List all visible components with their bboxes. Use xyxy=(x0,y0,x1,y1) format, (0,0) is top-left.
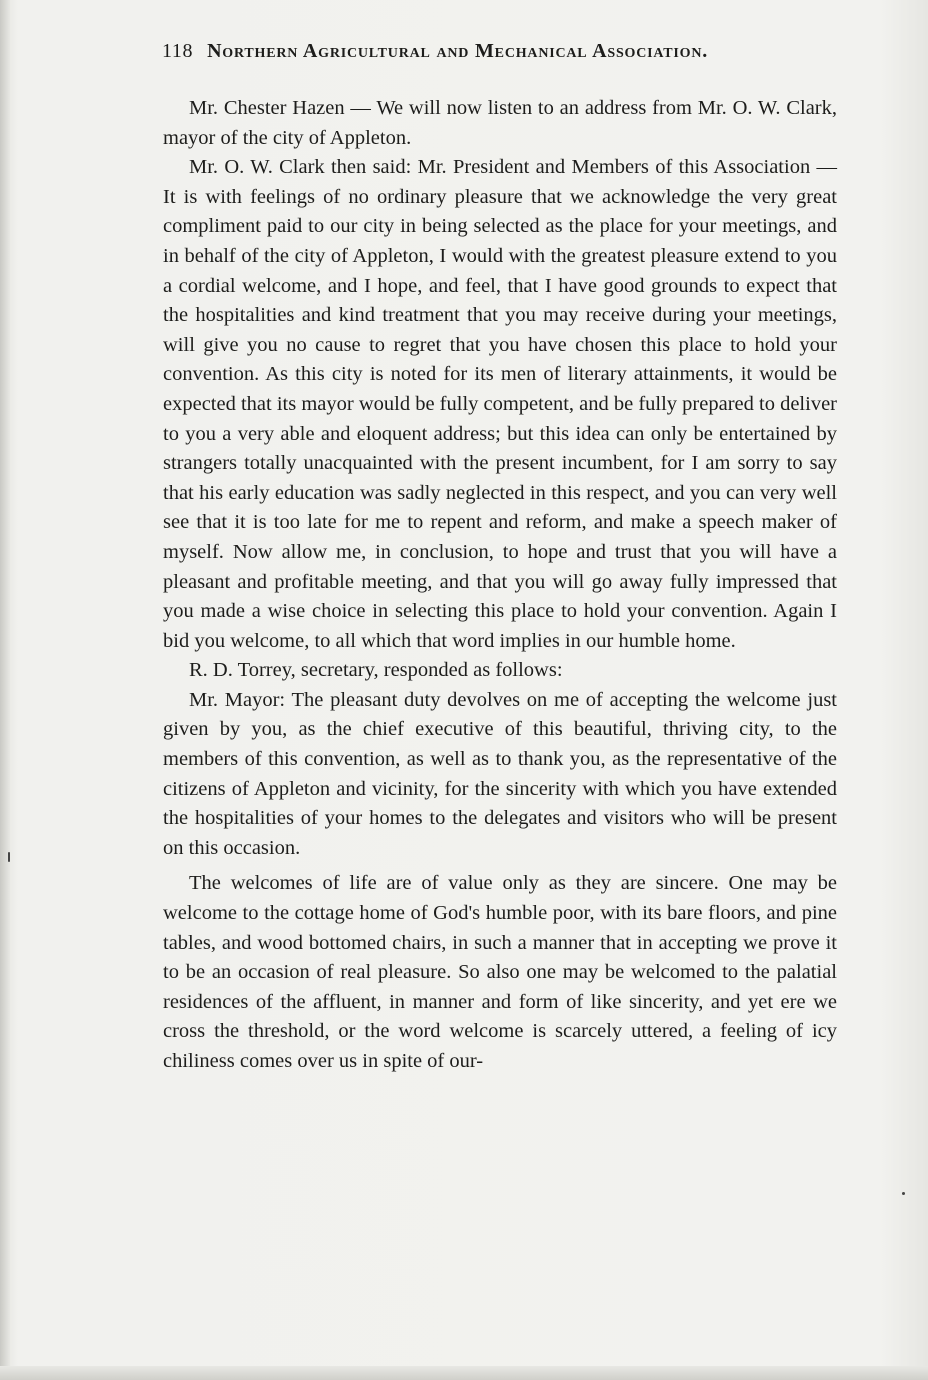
paragraph-clark-address: Mr. O. W. Clark then said: Mr. President and Members of this Association — It is with feelings of no ordinary pleasure that we acknowledge the very great compliment paid to our city in being selected as the place for your meetings, and in behalf of the city of Appleton, I would with the greatest pleasure extend to you a cordial welcome, and I hope, and feel, that I have good grounds to expect that the hospitalities and kind treatment that you may receive during your meetings, will give you no cause to regret that you have chosen this place to hold your convention. As this city is noted for its men of literary attainments, it would be expected that its mayor would be fully competent, and be fully prepared to deliver to you a very able and eloquent address; but this idea can only be entertained by strangers totally unacquainted with the present incumbent, for I am sorry to say that his early education was sadly neglected in this respect, and you can very well see that it is too late for me to repent and reform, and make a speech maker of myself. Now allow me, in conclusion, to hope and trust that you will have a pleasant and profitable meeting, and that you will go away fully impressed that you made a wise choice in selecting this place to hold your convention. Again I bid you welcome, to all which that word implies in our humble home. xyxy=(163,156,837,652)
page-binding-edge xyxy=(0,0,10,1380)
paragraph-torrey-response: Mr. Mayor: The pleasant duty devolves on me of accepting the welcome just given by you, as the chief executive of this beautiful, thriving city, to the members of this convention, as well as to thank you, as the representative of the citizens of Appleton and vicinity, for the sincerity with which you have extended the hospitalities of your homes to the delegates and visitors who will be present on this occasion. xyxy=(163,688,837,859)
ink-speck xyxy=(902,1192,905,1195)
page-header xyxy=(162,40,862,63)
margin-mark xyxy=(8,852,10,862)
body-text xyxy=(163,94,837,1077)
page-bottom-edge xyxy=(0,1366,928,1380)
page-number: 118 xyxy=(162,40,194,62)
paragraph-hazen: Mr. Chester Hazen — We will now listen to an address from Mr. O. W. Clark, mayor of the city of Appleton. xyxy=(163,97,837,149)
paragraph-torrey-intro: R. D. Torrey, secretary, responded as follows: xyxy=(189,659,563,682)
paragraph-welcomes: The welcomes of life are of value only as they are sincere. One may be welcome to the cottage home of God's humble poor, with its bare floors, and pine tables, and wood bottomed chairs, in such a manner that in accepting we prove it to be an occasion of real pleasure. So also one may be welcomed to the palatial residences of the affluent, in manner and form of like sincerity, and yet ere we cross the threshold, or the word welcome is scarcely uttered, a feeling of icy chiliness comes over us in spite of our- xyxy=(163,872,837,1072)
running-title: Northern Agricultural and Mechanical Association. xyxy=(207,40,709,62)
